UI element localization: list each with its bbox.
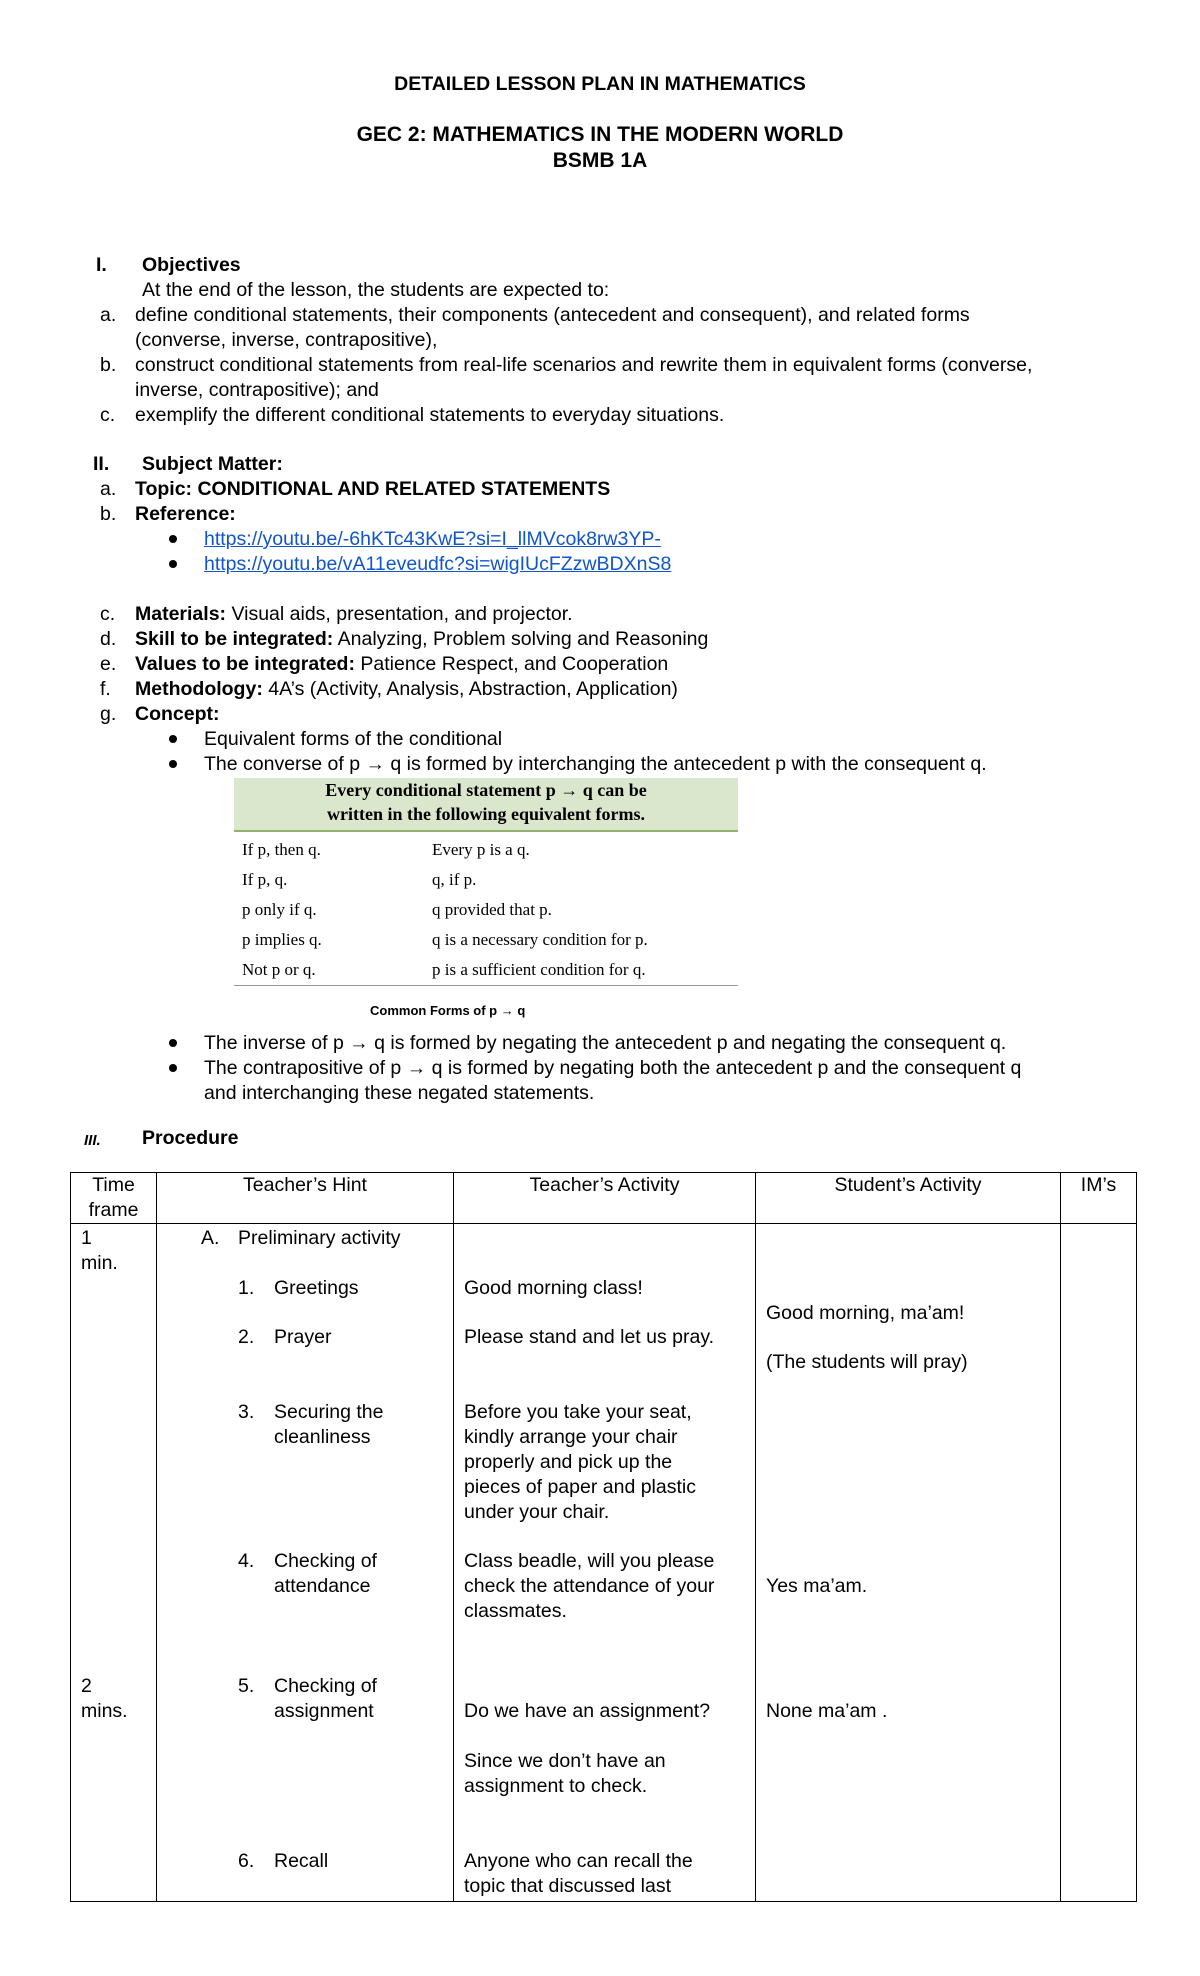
student-line: None ma’am . — [766, 1700, 888, 1722]
bullet-icon — [169, 1064, 177, 1072]
teacher-line: Before you take your seat, — [464, 1401, 692, 1423]
item-letter: g. — [100, 703, 117, 725]
bullet-icon — [169, 1039, 177, 1047]
teacher-line: under your chair. — [464, 1501, 610, 1523]
hint-recall: Recall — [274, 1850, 329, 1872]
time-value: 1 — [81, 1227, 92, 1249]
skill-label: Skill to be integrated: — [135, 628, 334, 650]
student-line: Good morning, ma’am! — [766, 1302, 965, 1324]
section-title: BSMB 1A — [552, 149, 648, 172]
objective-c-line1: exemplify the different conditional statements to everyday situations. — [135, 404, 725, 426]
objective-b-line2: inverse, contrapositive); and — [135, 379, 379, 401]
values-line — [135, 652, 668, 677]
table-header-row — [71, 1173, 1137, 1224]
teacher-line: topic that discussed last — [464, 1875, 672, 1897]
ims-cell — [1061, 1224, 1137, 1902]
hint-prayer: Prayer — [274, 1326, 332, 1348]
materials-line — [135, 602, 573, 627]
concept-label: Concept: — [135, 703, 220, 725]
form-left: p only if q. — [242, 900, 317, 919]
teacher-line: Class beadle, will you please — [464, 1550, 715, 1572]
objective-b-line1: construct conditional statements from real-life scenarios and rewrite them in equivalent forms (converse, — [135, 354, 1033, 376]
item-letter: d. — [100, 628, 117, 650]
time-unit: min. — [81, 1252, 118, 1274]
form-left: If p, q. — [242, 870, 288, 889]
concept-bullet-4: The contrapositive of p → q is formed by negating both the antecedent p and the consequent q — [204, 1057, 1022, 1079]
hint-cell — [157, 1224, 454, 1902]
hint-attendance: Checking of — [274, 1550, 377, 1572]
figure-header — [234, 778, 738, 830]
time-cell — [71, 1224, 157, 1902]
col-student-activity: Student’s Activity — [756, 1173, 1061, 1224]
form-right: p is a sufficient condition for q. — [432, 960, 646, 979]
procedure-heading: Procedure — [142, 1127, 239, 1149]
teacher-line: Good morning class! — [464, 1277, 643, 1299]
bullet-icon — [169, 760, 177, 768]
form-left: If p, then q. — [242, 840, 321, 859]
item-letter: c. — [100, 603, 116, 625]
teacher-line: Do we have an assignment? — [464, 1700, 711, 1722]
student-line: (The students will pray) — [766, 1351, 968, 1373]
reference-link-2[interactable]: https://youtu.be/vA11eveudfc?si=wigIUcFZzwBDXnS8 — [204, 553, 672, 575]
form-right: Every p is a q. — [432, 840, 530, 859]
hint-cleanliness-2: cleanliness — [274, 1426, 371, 1448]
bullet-icon — [169, 560, 177, 568]
hint-num: 3. — [238, 1401, 255, 1423]
col-teacher-activity: Teacher’s Activity — [454, 1173, 756, 1224]
procedure-table — [70, 1172, 1137, 1902]
teacher-line: Since we don’t have an — [464, 1750, 666, 1772]
bullet-icon — [169, 735, 177, 743]
teacher-line: properly and pick up the — [464, 1451, 673, 1473]
time-value: 2 — [81, 1675, 92, 1697]
materials-value: Visual aids, presentation, and projector. — [226, 603, 573, 625]
teacher-line: classmates. — [464, 1600, 567, 1622]
time-unit: mins. — [81, 1700, 128, 1722]
objectives-numeral: I. — [96, 254, 107, 276]
reference-label: Reference: — [135, 503, 236, 525]
form-right: q is a necessary condition for p. — [432, 930, 648, 949]
reference-link-1[interactable]: https://youtu.be/-6hKTc43KwE?si=I_llMVcok8rw3YP- — [204, 528, 661, 550]
objectives-intro: At the end of the lesson, the students are expected to: — [142, 279, 610, 301]
col-ims: IM’s — [1061, 1173, 1137, 1224]
hint-main-letter: A. — [201, 1227, 220, 1249]
teacher-line: Anyone who can recall the — [464, 1850, 693, 1872]
objective-a-line1: define conditional statements, their components (antecedent and consequent), and related forms — [135, 304, 970, 326]
methodology-line — [135, 677, 678, 702]
col-time-frame: Time frame — [71, 1173, 157, 1224]
hint-attendance-2: attendance — [274, 1575, 371, 1597]
teacher-line: check the attendance of your — [464, 1575, 715, 1597]
methodology-label: Methodology: — [135, 678, 263, 700]
form-left: p implies q. — [242, 930, 322, 949]
hint-cleanliness: Securing the — [274, 1401, 384, 1423]
objectives-heading: Objectives — [142, 254, 241, 276]
document-title: DETAILED LESSON PLAN IN MATHEMATICS — [394, 73, 806, 95]
objective-letter: c. — [100, 404, 116, 426]
table-row — [71, 1224, 1137, 1902]
teacher-line: assignment to check. — [464, 1775, 648, 1797]
form-right: q provided that p. — [432, 900, 552, 919]
student-activity-cell — [756, 1224, 1061, 1902]
equivalent-forms-figure — [234, 778, 738, 986]
values-label: Values to be integrated: — [135, 653, 355, 675]
form-left: Not p or q. — [242, 960, 316, 979]
methodology-value: 4A’s (Activity, Analysis, Abstraction, Application) — [262, 678, 678, 700]
hint-num: 4. — [238, 1550, 255, 1572]
concept-bullet-1: Equivalent forms of the conditional — [204, 728, 503, 750]
topic: Topic: CONDITIONAL AND RELATED STATEMENTS — [135, 478, 611, 500]
form-right: q, if p. — [432, 870, 477, 889]
teacher-line: kindly arrange your chair — [464, 1426, 678, 1448]
item-letter: f. — [100, 678, 111, 700]
hint-num: 1. — [238, 1277, 255, 1299]
values-value: Patience Respect, and Cooperation — [354, 653, 669, 675]
subject-heading: Subject Matter: — [142, 453, 283, 475]
teacher-line: Please stand and let us pray. — [464, 1326, 715, 1348]
figure-caption: Common Forms of p → q — [370, 1003, 526, 1018]
hint-num: 6. — [238, 1850, 255, 1872]
hint-main: Preliminary activity — [238, 1227, 401, 1249]
hint-num: 5. — [238, 1675, 255, 1697]
item-letter: e. — [100, 653, 117, 675]
objective-letter: b. — [100, 354, 117, 376]
reference-letter: b. — [100, 503, 117, 525]
teacher-activity-cell — [454, 1224, 756, 1902]
hint-assignment: Checking of — [274, 1675, 377, 1697]
materials-label: Materials: — [135, 603, 227, 625]
skill-value: Analyzing, Problem solving and Reasoning — [333, 628, 709, 650]
figure-header-line1: Every conditional statement p → q can be — [325, 780, 647, 800]
figure-bottom-rule — [234, 985, 738, 986]
procedure-numeral: III. — [84, 1132, 101, 1149]
figure-rule — [234, 830, 738, 832]
course-title: GEC 2: MATHEMATICS IN THE MODERN WORLD — [356, 123, 844, 146]
objective-letter: a. — [100, 304, 117, 326]
concept-bullet-2: The converse of p → q is formed by interchanging the antecedent p with the consequent q. — [204, 753, 987, 775]
bullet-icon — [169, 535, 177, 543]
hint-num: 2. — [238, 1326, 255, 1348]
concept-bullet-3: The inverse of p → q is formed by negating the antecedent p and negating the consequent q. — [204, 1032, 1007, 1054]
figure-header-line2: written in the following equivalent forms. — [327, 804, 645, 824]
concept-bullet-4-cont: and interchanging these negated statements. — [204, 1082, 595, 1104]
col-teacher-hint: Teacher’s Hint — [157, 1173, 454, 1224]
hint-greetings: Greetings — [274, 1277, 359, 1299]
student-line: Yes ma’am. — [766, 1575, 868, 1597]
hint-assignment-2: assignment — [274, 1700, 374, 1722]
subject-numeral: II. — [93, 453, 110, 475]
objective-a-line2: (converse, inverse, contrapositive), — [135, 329, 438, 351]
teacher-line: pieces of paper and plastic — [464, 1476, 696, 1498]
skill-line — [135, 627, 708, 652]
topic-letter: a. — [100, 478, 117, 500]
